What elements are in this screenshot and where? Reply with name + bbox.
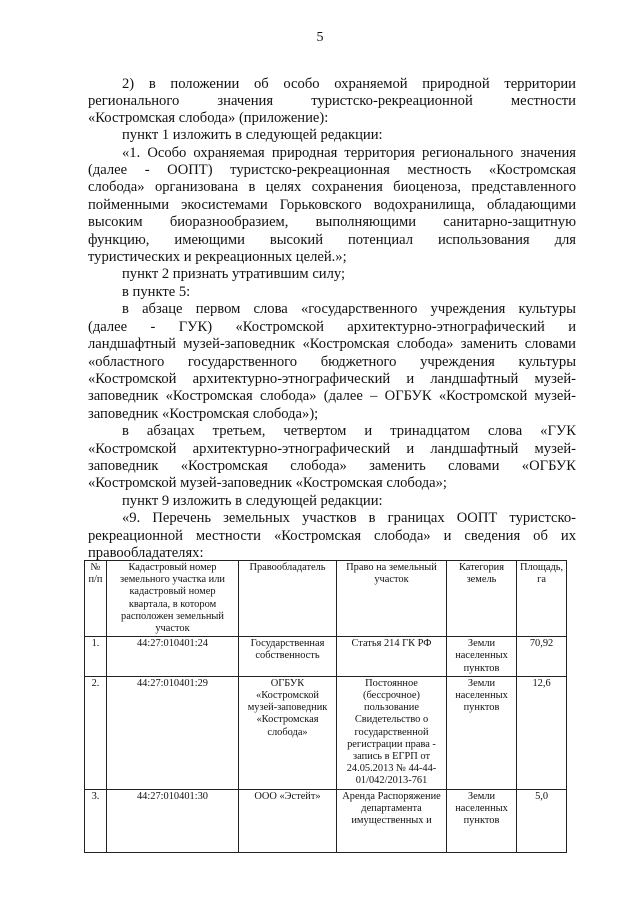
text-line: высоким биоразнообразием, выполняющими санитарно-защитную (88, 214, 576, 230)
land-plots-table (84, 560, 567, 853)
text-line: функцию, имеющими высокий потенциал использования для (88, 232, 576, 248)
text-line: слобода» организована в целях сохранения биоценоза, представленного (88, 179, 576, 195)
text-line: «Костромской архитектурно-этнографический и ландшафтный музей- (88, 441, 576, 457)
table-cell: 70,92 (517, 637, 567, 677)
page-number: 5 (316, 30, 324, 45)
table-cell: 12,6 (517, 676, 567, 789)
text-line: правообладателях: (88, 545, 204, 561)
text-line: заповедник «Костромская слобода» заменить словами «ОГБУК (88, 458, 576, 474)
table-cell: Аренда Распоряжение департамента имущественных и (337, 789, 447, 852)
text-line: «1. Особо охраняемая природная территория регионального значения (122, 145, 576, 161)
text-line: «Костромской архитектурно-этнографический и ландшафтный музей- (88, 371, 576, 387)
table-cell: Земли населенных пунктов (447, 637, 517, 677)
table-row (85, 637, 567, 677)
text-line: регионального значения туристско-рекреационной местности (88, 93, 576, 109)
table-cell: ООО «Эстейт» (239, 789, 337, 852)
table-cell: 1. (85, 637, 107, 677)
text-line: туристических и рекреационных целей.»; (88, 249, 347, 265)
text-line: (далее - ГУК) «Костромской архитектурно-этнографический и (88, 319, 576, 335)
text-line: 2) в положении об особо охраняемой природной территории (122, 76, 576, 92)
table-cell: 44:27:010401:24 (107, 637, 239, 677)
table-cell: Постоянное (бессрочное) пользование Свидетельство о государственной регистрации права - запись в ЕГРП от 24.05.2013 № 44-44-01/042/2013-761 (337, 676, 447, 789)
text-line: заповедник «Костромская слобода»); (88, 406, 319, 422)
text-line: пункт 2 признать утратившим силу; (122, 266, 346, 282)
text-line: в абзаце первом слова «государственного учреждения культуры (122, 301, 576, 317)
header-cell: Кадастровый номер земельного участка или кадастровый номер квартала, в котором расположен земельный участок (107, 561, 239, 637)
table-cell: Статья 214 ГК РФ (337, 637, 447, 677)
text-line: «Костромской музей-заповедник «Костромская слобода»; (88, 475, 447, 491)
table-cell: Земли населенных пунктов (447, 789, 517, 852)
table-row (85, 676, 567, 789)
table-cell: ОГБУК «Костромской музей-заповедник «Костромская слобода» (239, 676, 337, 789)
text-line: в пункте 5: (122, 284, 191, 300)
header-cell: Площадь, га (517, 561, 567, 637)
table-cell: 44:27:010401:29 (107, 676, 239, 789)
table-cell: Государственная собственность (239, 637, 337, 677)
table-cell: 2. (85, 676, 107, 789)
text-line: «9. Перечень земельных участков в границах ООПТ туристско- (122, 510, 576, 526)
text-line: пункт 9 изложить в следующей редакции: (122, 493, 383, 509)
text-line: (далее - ООПТ) туристско-рекреационная местность «Костромская (88, 162, 576, 178)
text-line: заповедник «Костромская слобода» (далее – ОГБУК «Костромской музей- (88, 388, 576, 404)
table-cell: Земли населенных пунктов (447, 676, 517, 789)
header-cell: Право на земельный участок (337, 561, 447, 637)
header-cell: № п/п (85, 561, 107, 637)
text-line: в абзацах третьем, четвертом и тринадцатом слова «ГУК (122, 423, 576, 439)
table-cell: 5,0 (517, 789, 567, 852)
header-cell: Правообладатель (239, 561, 337, 637)
table-cell: 3. (85, 789, 107, 852)
text-line: пункт 1 изложить в следующей редакции: (122, 127, 383, 143)
text-line: ландшафтный музей-заповедник «Костромская слобода» заменить словами (88, 336, 576, 352)
text-line: «Костромская слобода» (приложение): (88, 110, 329, 126)
table-header-row (85, 561, 567, 637)
header-cell: Категория земель (447, 561, 517, 637)
text-line: «областного государственного бюджетного учреждения культуры (88, 354, 576, 370)
text-line: пойменными экосистемами Горьковского водохранилища, обладающими (88, 197, 576, 213)
table-cell: 44:27:010401:30 (107, 789, 239, 852)
table-row (85, 789, 567, 852)
text-line: рекреационной местности «Костромская слобода» и сведения об их (88, 528, 576, 544)
